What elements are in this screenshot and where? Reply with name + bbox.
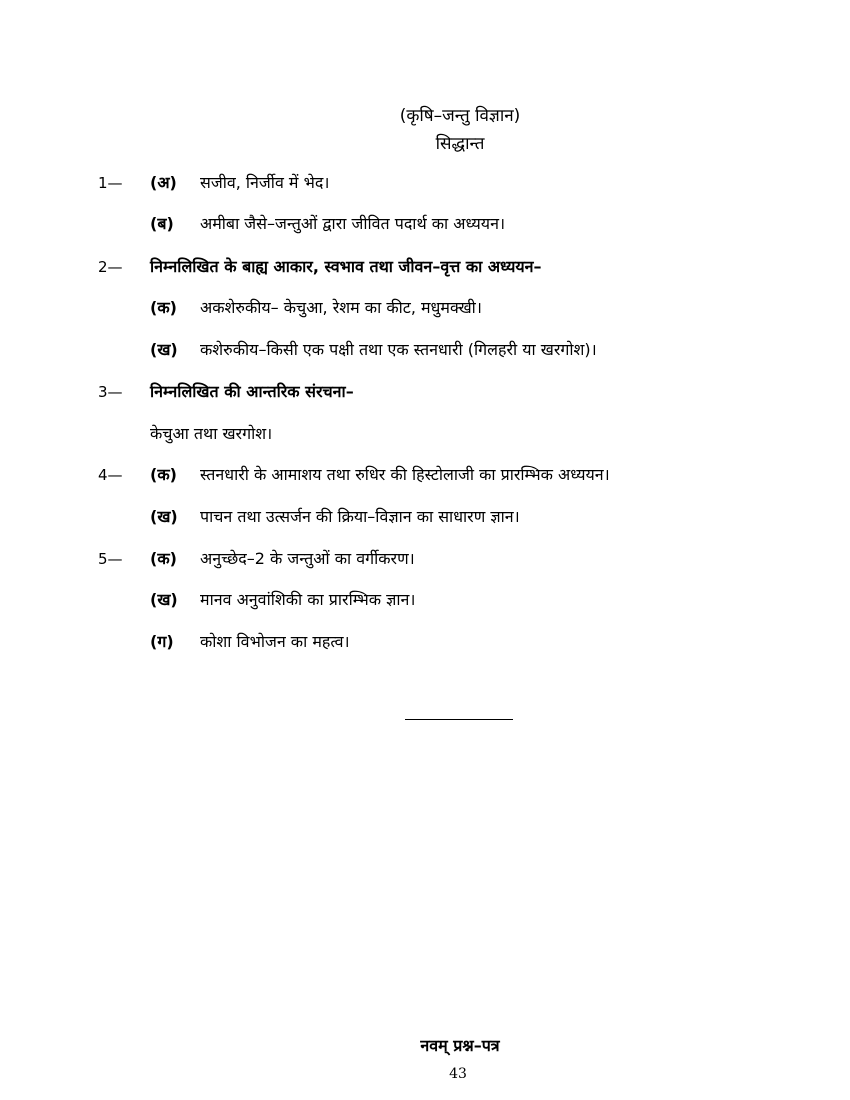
item-marker: (क): [150, 298, 177, 317]
section-text: केचुआ तथा खरगोश।: [150, 424, 273, 443]
section-number: 4—: [98, 466, 123, 484]
section-heading: निम्नलिखित की आन्तरिक संरचना–: [150, 382, 354, 401]
item-marker: (ब): [150, 214, 174, 233]
item-text: अकशेरुकीय– केचुआ, रेशम का कीट, मधुमक्खी।: [200, 298, 482, 317]
item-text: सजीव, निर्जीव में भेद।: [200, 173, 330, 192]
section-number: 2—: [98, 258, 123, 276]
item-marker: (ख): [150, 507, 178, 526]
section-number: 3—: [98, 383, 123, 401]
page-title: (कृषि–जन्तु विज्ञान): [399, 106, 521, 126]
item-text: स्तनधारी के आमाशय तथा रुधिर की हिस्टोलाजी का प्रारम्भिक अध्ययन।: [200, 465, 610, 484]
item-marker: (क): [150, 549, 177, 568]
item-marker: (अ): [150, 173, 177, 192]
item-marker: (क): [150, 465, 177, 484]
item-text: कोशा विभोजन का महत्व।: [200, 632, 350, 651]
item-text: कशेरुकीय–किसी एक पक्षी तथा एक स्तनधारी (गिलहरी या खरगोश)।: [200, 340, 597, 359]
page-number: 43: [449, 1066, 467, 1082]
item-marker: (ख): [150, 590, 178, 609]
item-text: अमीबा जैसे–जन्तुओं द्वारा जीवित पदार्थ का अध्ययन।: [200, 214, 506, 233]
divider-rule: [405, 719, 513, 720]
item-text: मानव अनुवांशिकी का प्रारम्भिक ज्ञान।: [200, 590, 416, 609]
footer-title: नवम् प्रश्न–पत्र: [420, 1036, 500, 1055]
section-number: 5—: [98, 550, 123, 568]
item-text: अनुच्छेद–2 के जन्तुओं का वर्गीकरण।: [200, 549, 415, 568]
page-subtitle: सिद्धान्त: [435, 134, 485, 154]
item-text: पाचन तथा उत्सर्जन की क्रिया–विज्ञान का साधारण ज्ञान।: [200, 507, 520, 526]
item-marker: (ख): [150, 340, 178, 359]
section-number: 1—: [98, 174, 123, 192]
section-heading: निम्नलिखित के बाह्य आकार, स्वभाव तथा जीवन–वृत्त का अध्ययन–: [150, 257, 542, 276]
item-marker: (ग): [150, 632, 174, 651]
